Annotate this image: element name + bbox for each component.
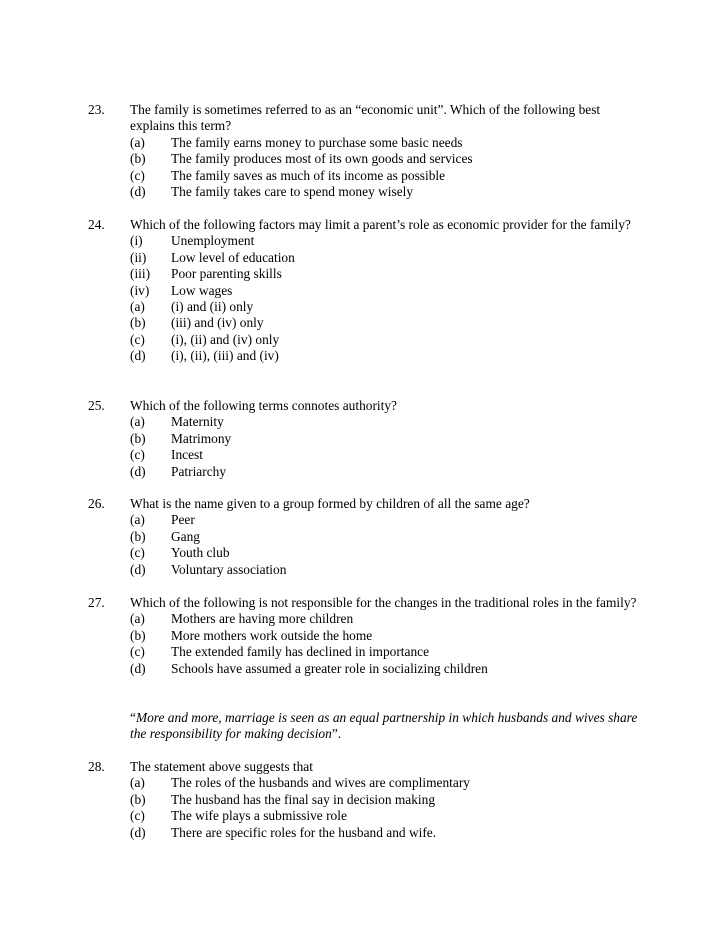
quoted-statement	[130, 710, 640, 743]
option-label: (b)	[130, 791, 146, 807]
option-label: (b)	[130, 315, 146, 331]
option-label: (d)	[130, 561, 146, 577]
option-label: (c)	[130, 167, 145, 183]
question-stem: Which of the following terms connotes authority?	[130, 398, 398, 413]
option-label: (d)	[130, 660, 146, 676]
option	[130, 299, 640, 315]
option-text: (iii) and (iv) only	[171, 315, 264, 331]
option-text: Patriarchy	[171, 463, 227, 479]
question-26	[0, 496, 728, 578]
question-stem: Which of the following is not responsible for the changes in the traditional roles in the family?	[130, 595, 637, 610]
option	[130, 135, 640, 151]
option	[130, 611, 640, 627]
option-text: (i) and (ii) only	[171, 299, 254, 315]
option	[130, 775, 640, 791]
option-text: The wife plays a submissive role	[171, 808, 347, 824]
option-label: (c)	[130, 808, 145, 824]
option-text: Mothers are having more children	[171, 611, 354, 627]
option-label: (a)	[130, 512, 145, 528]
option	[130, 414, 640, 430]
option-text: Schools have assumed a greater role in socializing children	[171, 660, 488, 676]
question-number: 24.	[88, 217, 105, 232]
option	[130, 464, 640, 480]
option-label: (a)	[130, 134, 145, 150]
option-text: The family saves as much of its income as possible	[171, 167, 446, 183]
question-number: 28.	[88, 759, 105, 774]
option-label: (b)	[130, 151, 146, 167]
option	[130, 792, 640, 808]
option	[130, 233, 640, 249]
question-number: 27.	[88, 595, 105, 610]
option-label: (a)	[130, 775, 145, 791]
option-text: The family earns money to purchase some basic needs	[171, 134, 463, 150]
option	[130, 283, 640, 299]
option-text: Poor parenting skills	[171, 266, 282, 282]
option-label: (d)	[130, 824, 146, 840]
option	[130, 315, 640, 331]
option-label: (c)	[130, 644, 145, 660]
question-24	[0, 217, 728, 365]
option-text: Voluntary association	[171, 561, 287, 577]
option	[130, 661, 640, 677]
option	[130, 250, 640, 266]
option-text: More mothers work outside the home	[171, 627, 373, 643]
option	[130, 808, 640, 824]
option	[130, 431, 640, 447]
option-label: (b)	[130, 430, 146, 446]
option-text: The extended family has declined in importance	[171, 644, 430, 660]
question-28	[0, 759, 728, 841]
option-text: Low wages	[171, 282, 233, 298]
option-text: Youth club	[171, 545, 230, 561]
option-label: (b)	[130, 627, 146, 643]
option	[130, 447, 640, 463]
question-27	[0, 595, 728, 677]
question-number: 26.	[88, 496, 105, 511]
option-label: (ii)	[130, 249, 147, 265]
option	[130, 184, 640, 200]
option-text: Incest	[171, 447, 203, 463]
option-label: (iv)	[130, 282, 150, 298]
option-label: (c)	[130, 331, 145, 347]
option-text: Low level of education	[171, 249, 295, 265]
option	[130, 348, 640, 364]
question-25	[0, 398, 728, 480]
question-stem: What is the name given to a group formed by children of all the same age?	[130, 496, 530, 511]
question-stem: The family is sometimes referred to as an “economic unit”. Which of the following best explains this term?	[130, 102, 601, 134]
option-text: Maternity	[171, 414, 224, 430]
option	[130, 628, 640, 644]
option-label: (a)	[130, 299, 145, 315]
question-number: 23.	[88, 102, 105, 117]
option-label: (iii)	[130, 266, 151, 282]
option	[130, 562, 640, 578]
option-label: (d)	[130, 463, 146, 479]
option	[130, 644, 640, 660]
close-quote: ”.	[331, 726, 342, 742]
option-label: (d)	[130, 348, 146, 364]
statement-text: More and more, marriage is seen as an equal partnership in which husbands and wives share the responsibility for making decision	[130, 710, 638, 742]
option-text: Matrimony	[171, 430, 232, 446]
option	[130, 266, 640, 282]
option	[130, 545, 640, 561]
option	[130, 825, 640, 841]
option-text: There are specific roles for the husband and wife.	[171, 824, 437, 840]
option-text: Peer	[171, 512, 195, 528]
option	[130, 512, 640, 528]
open-quote: “	[130, 710, 136, 725]
option-text: The husband has the final say in decision making	[171, 791, 436, 807]
option-text: (i), (ii) and (iv) only	[171, 331, 280, 347]
option-text: The family takes care to spend money wisely	[171, 184, 414, 200]
option-text: The family produces most of its own goods and services	[171, 151, 473, 167]
option-text: (i), (ii), (iii) and (iv)	[171, 348, 279, 364]
option	[130, 529, 640, 545]
option-label: (d)	[130, 184, 146, 200]
option-text: Gang	[171, 528, 201, 544]
option-text: The roles of the husbands and wives are complimentary	[171, 775, 470, 791]
question-stem: The statement above suggests that	[130, 759, 313, 774]
option	[130, 168, 640, 184]
option-label: (i)	[130, 233, 143, 249]
option-label: (c)	[130, 447, 145, 463]
question-23	[0, 102, 728, 200]
option-label: (a)	[130, 414, 145, 430]
option-label: (c)	[130, 545, 145, 561]
option-text: Unemployment	[171, 233, 255, 249]
option-label: (b)	[130, 528, 146, 544]
option-label: (a)	[130, 611, 145, 627]
question-number: 25.	[88, 398, 105, 413]
question-stem: Which of the following factors may limit a parent’s role as economic provider for the family?	[130, 217, 631, 232]
option	[130, 332, 640, 348]
option	[130, 151, 640, 167]
